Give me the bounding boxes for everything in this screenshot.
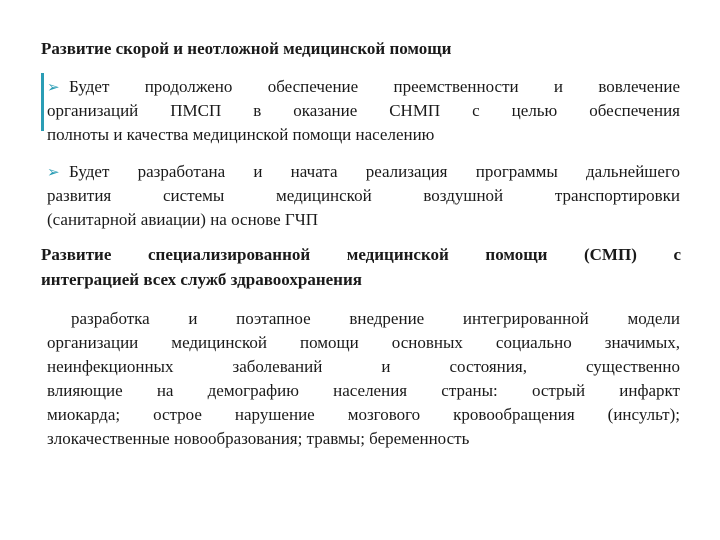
section1-item-2-line-2: развития системы медицинской воздушной транспортировки (47, 186, 680, 205)
section1-item-2-line-1: ➢ Будет разработана и начата реализация программы дальнейшего (47, 160, 680, 184)
section1-item-1-line-3: полноты и качества медицинской помощи населению (47, 125, 435, 144)
section2-paragraph-line-6: злокачественные новообразования; травмы; беременность (47, 429, 470, 448)
section1-item-2 (47, 160, 680, 232)
accent-bar (41, 73, 44, 131)
section2-paragraph-line-5: миокарда; острое нарушение мозгового кровообращения (инсульт); (47, 405, 680, 424)
section2-paragraph-line-2: организации медицинской помощи основных социально значимых, (47, 333, 680, 352)
section2-paragraph-line-4: влияющие на демографию населения страны: острый инфаркт (47, 381, 680, 400)
section2-paragraph-line-1: разработка и поэтапное внедрение интегрированной модели (71, 309, 680, 328)
section1-item-1-line-2: организаций ПМСП в оказание СНМП с целью обеспечения (47, 101, 680, 120)
arrow-bullet-icon: ➢ (47, 78, 60, 96)
section1-heading: Развитие скорой и неотложной медицинской помощи (41, 39, 452, 58)
arrow-bullet-icon: ➢ (47, 163, 60, 181)
section2-heading (41, 242, 681, 292)
section2-heading-line-1: Развитие специализированной медицинской помощи (СМП) с (41, 245, 681, 264)
section2-paragraph-line-3: неинфекционных заболеваний и состояния, существенно (47, 357, 680, 376)
section2-heading-line-2: интеграцией всех служб здравоохранения (41, 270, 362, 289)
section1-item-1 (47, 75, 680, 147)
section1-item-1-line-1: ➢ Будет продолжено обеспечение преемственности и вовлечение (47, 75, 680, 99)
section1-item-2-line-3: (санитарной авиации) на основе ГЧП (47, 210, 319, 229)
section2-paragraph (47, 307, 680, 451)
